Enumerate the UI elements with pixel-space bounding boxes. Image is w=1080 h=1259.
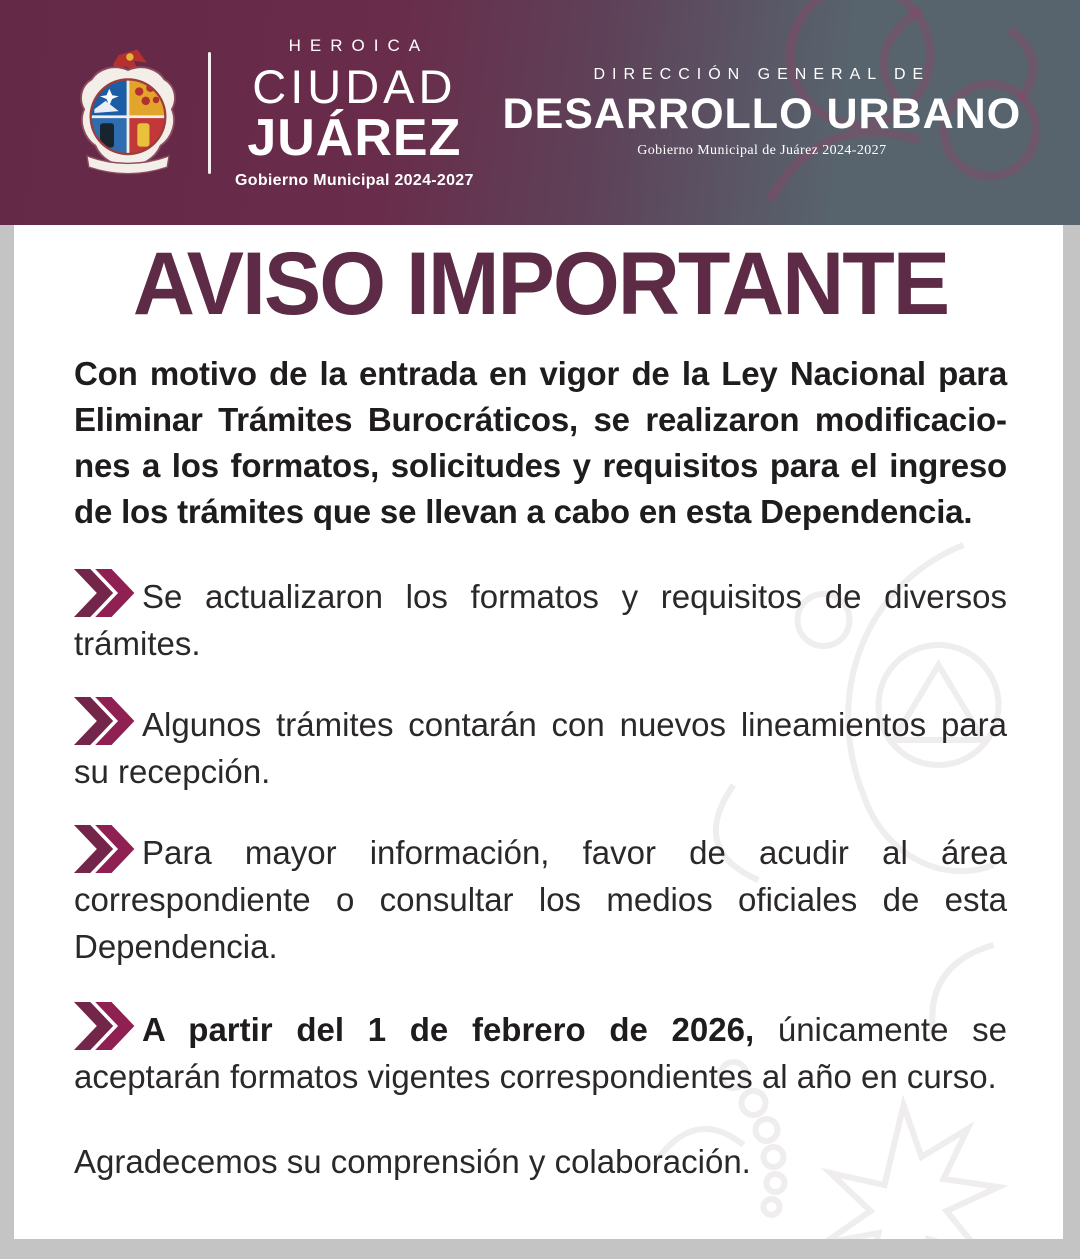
bullet-item	[74, 825, 1007, 970]
bullet-text: únicamente se aceptarán formatos vigentes correspondientes al año en curso.	[74, 1011, 1007, 1095]
double-chevron-icon	[74, 825, 136, 873]
city-brand-block	[0, 37, 474, 189]
department-subtitle: Gobierno Municipal de Juárez 2024-2027	[637, 143, 887, 158]
department-block	[474, 67, 1080, 158]
bullet-lead-bold: A partir del 1 de febrero de 2026,	[142, 1011, 778, 1048]
ciudad-label: CIUDAD	[252, 59, 457, 113]
notice-card	[14, 225, 1063, 1239]
intro-paragraph: Con motivo de la entrada en vigor de la Ley Nacional para Eliminar Trámites Burocráticos, se realizaron modificaciones a los formatos, solicitudes y requisitos para el ingreso de los trámites que se llevan a cabo en esta Dependencia.	[74, 355, 1007, 530]
bullet-text: Algunos trámites contarán con nuevos lineamientos para su recepción.	[74, 706, 1007, 790]
heroica-label: HEROICA	[288, 35, 430, 55]
double-chevron-icon	[74, 697, 136, 745]
department-title: DESARROLLO URBANO	[502, 90, 1022, 138]
bullet-text: Para mayor información, favor de acudir al área correspondiente o consultar los medios oficiales de esta Dependencia.	[74, 834, 1007, 965]
header-banner	[0, 0, 1080, 225]
bullet-text: Se actualizaron los formatos y requisitos de diversos trámites.	[74, 578, 1007, 662]
municipal-term-label: Gobierno Municipal 2024-2027	[235, 171, 474, 189]
juarez-label: JUÁREZ	[247, 108, 462, 167]
double-chevron-icon	[74, 1002, 136, 1050]
photo-gray-margin	[0, 225, 1080, 1259]
city-brand-text	[235, 37, 474, 189]
bullet-item	[74, 569, 1007, 667]
department-kicker: DIRECCIÓN GENERAL DE	[593, 66, 931, 83]
notice-title: AVISO IMPORTANTE	[132, 233, 949, 334]
header-divider	[208, 52, 211, 174]
closing-paragraph: Agradecemos su comprensión y colaboración.	[74, 1143, 751, 1180]
juarez-coat-of-arms	[72, 46, 184, 180]
double-chevron-icon	[74, 569, 136, 617]
bullet-item	[74, 1002, 1007, 1100]
bullet-item	[74, 697, 1007, 795]
